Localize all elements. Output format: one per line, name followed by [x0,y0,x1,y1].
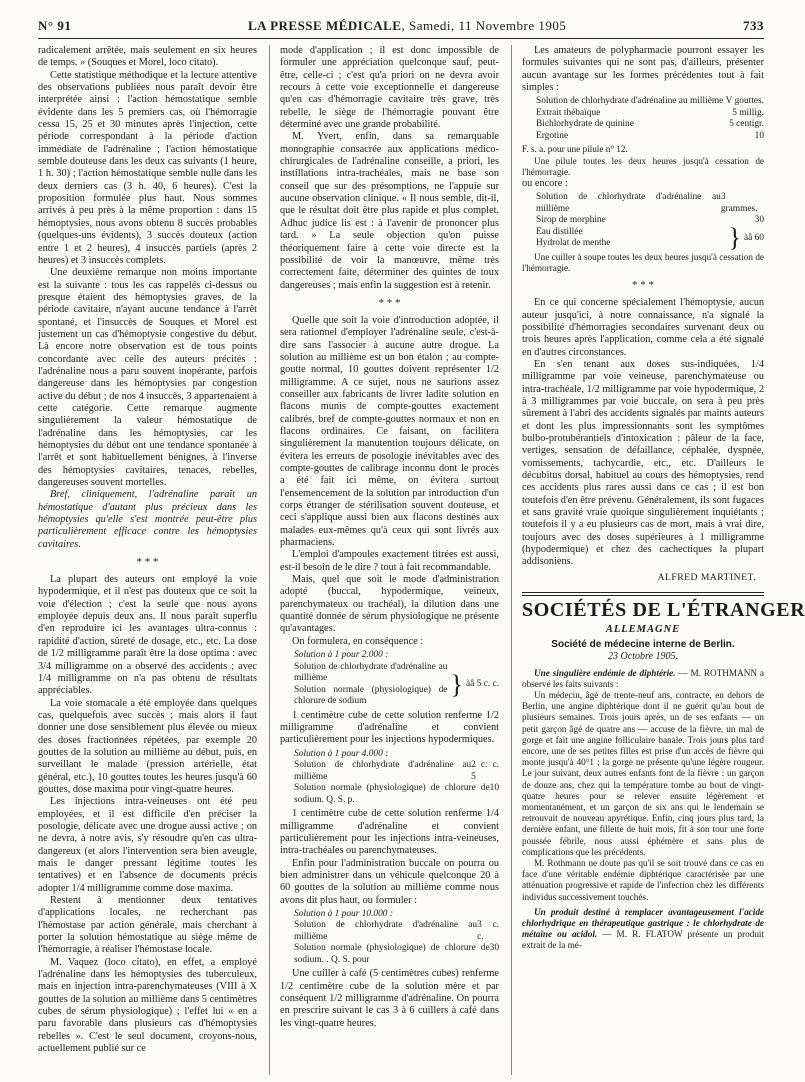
formula-3 [294,909,499,967]
formula-ingredient: Bichlorhydrate de quinine [536,119,634,130]
paragraph: En ce qui concerne spécialement l'hémoptysie, aucun auteur jusqu'ici, à notre connaissance, n'a signalé la possibilité d'hémorragies secondaires survenant deux ou trois heures après l'application, comme cela a été signalé en d'autres circonstances. [522,297,764,358]
formula-quantity: 3 c. c. [477,920,499,942]
section-title: SOCIÉTÉS DE L'ÉTRANGER [522,599,805,622]
section-separator: * * * [136,556,159,569]
paragraph: L'emploi d'ampoules exactement titrées est aussi, est-il besoin de le dire ? tout à fait recommandable. [280,549,499,573]
paragraph: Un médecin, âgé de trente-neuf ans, contracte, en dehors de Berlin, une angine diphtérique dont il ne guérit qu'au bout de plusieurs semaines. Trois jours après, un de ses enfants — un petit garçon âgé de quatre ans — accuse de la fièvre, un mal de gorge et fait une angine folliculaire banale. Trois jours plus tard encore, une de ses petites filles est prise d'un accès de fièvre qui monte jusqu'à 40°1 ; la gorge ne présente qu'une légère rougeur. Le jour suivant, deux autres enfants font de la fièvre : un garçon de douze ans, chez qui la température tombe au bout de vingt-quatre heures pour se relever ensuite légèrement et momentanément, et un garçon de six ans qui le lendemain se retrouvait de nouveau apyrétique. Enfin, cinq jours plus tard, la dernière enfant, une fillette de huit mois, fit à son tour une forte poussée fébrile, nous aussi éphémère et sans plus de complications que les précédents. [522,689,764,857]
formula-quantity: 10 [754,130,764,141]
formula-ingredient: Hydrolat de menthe [536,238,611,249]
paragraph: M. Yvert, enfin, dans sa remarquable monographie consacrée aux applications médico-chirurgicales de l'adrénaline conseille, a priori, les instillations intra-trachéales, mais ne base son conseil que sur des présomptions, ne l'appuie sur aucune observation clinique. « Il nous semble, dit-il, que le résultat doit être plus rapide et plus complet. Adhuc judice lis est : à l'avenir de prononcer plus tard. » La seule objection qu'on puisse théoriquement faire à cette voie directe est la possibilité de voir la manœuvre, même très correctement faite, déterminer des quintes de toux dangereuses ; mais enfin la suggestion est à retenir. [280,131,499,291]
formula-ingredient: Solution de chlorhydrate d'adrénaline au millième [294,920,478,942]
masthead [248,18,566,34]
paragraph: Enfin pour l'administration buccale on pourra ou bien administrer dans un véhicule quelconque 20 à 60 gouttes de la solution au millième comme nous avons dit plus haut, ou formuler : [280,857,499,906]
formula-quantity: àâ 60 [743,232,764,243]
paragraph: En s'en tenant aux doses sus-indiquées, 1/4 milligramme par voie veineuse, parenchymateuse ou intra-trachéale, 1/2 milligramme par voie hypodermique, 2 à 3 milligrammes par voie buccale, on sera à peu près sûrement à l'abri des accidents signalés par maints auteurs et dont les plus impressionnants sont les symptômes bulbo-protubérantiels d'intoxication : pâleur de la face, vertiges, sensation de défaillance, céphalée, dyspnée, vomissements, tachycardie, etc., etc. D'ailleurs le décubitus dorsal, habituel au cours des hémoptysies, rend ces accidents plus rares aussi dans ce cas ; il est bon toutefois d'en être prévenu. Généralement, ils sont fugaces et sans gravité vraie quoique singulièrement inquiétants ; toutefois il y a eu plusieurs cas de mort, mais à vrai dire, toujours avec des doses supérieures à 1 milligramme (hypodermique) et chez des cachectiques la plupart addisoniens. [522,358,764,568]
paragraph: M. Rothmann ne doute pas qu'il se soit trouvé dans ce cas en face d'une véritable endémie diphtérique caractérisée par une atténuation progressive et rapide de l'infection chez les différents individus successivement touchés. [522,857,764,902]
formula-quantity: 5 millig. [732,107,764,118]
formula-quantity: 30 [754,215,764,226]
journal-title: LA PRESSE MÉDICALE [247,18,402,33]
session-date: 23 Octobre 1905. [608,651,678,663]
section-rule-thin [522,595,764,596]
paragraph: M. Vaquez (loco citato), en effet, a employé l'adrénaline dans les hémoptysies des tuberculeux, mais en injection intra-parenchymateuses (VIII à X gouttes de la solution au millième dans 5 centimètres cubes de sérum physiologique) ; l'effet lui « en a paru favorable dans plusieurs cas d'hémoptysies rebelles ». C'est le seul document, croyons-nous, actuellement publié sur ce [38,956,257,1055]
author-signature: ALFRED MARTINET. [657,571,756,583]
paragraph: Mais, quel que soit le mode d'administration adopté (buccal, hypodermique, veineux, parenchymateux ou trachéal), la dilution dans une quantité donnée de sérum physiologique ne présente qu'avantages. [280,574,499,635]
column-1 [38,45,257,1075]
paragraph: Les injections intra-veineuses ont été peu employées, et il est difficile d'en préciser la posologie, délicate avec une drogue aussi active ; on ne devra, à notre avis, s'y résoudre qu'en cas ultra-dangereux (et alors l'intervention sera bien aveugle, mais le danger pressant légitime toutes les tentatives) et en l'absence de documents précis adopter 1/4 milligramme comme dose maxima. [38,796,257,894]
formula-instruction: F. s. a. pour une pilule n° 12. [522,144,628,155]
report-author: — M. R. FLATOW présente un produit extrait de la mé- [522,929,765,951]
formula-quantity: 30 [489,943,499,954]
section-rule [522,592,764,593]
header-rule [38,38,764,39]
paragraph: La plupart des auteurs ont employé la voie hypodermique, et il n'est pas douteux que ce soit la voie d'élection ; c'est la seule que nous ayons employée depuis deux ans. Il nous paraît superflu d'en reproduire ici les avantages ultra-connus : rapidité d'action, sûreté de dosage, etc., etc. La dose de 1/2 milligramme paraît être la dose optima : avec 3/4 milligramme on a observé des accidents ; avec 1/4 milligramme on n'a pas obtenu de résultats appréciables. [38,574,257,697]
formula-2 [294,749,499,807]
formula-ingredient: Solution de chlorhydrate d'adrénaline au millième [294,661,448,684]
formula-title: Solution à 1 pour 2.000 : [294,650,389,661]
section-separator: * * * [378,296,401,309]
formula-ingredient: Ergotine [536,130,569,141]
paragraph: Une deuxième remarque non moins importante est la suivante : tous les cas rappelés ci-dessus ou presque étaient des hémoptysies graves, de la période cavitaire, n'ayant aucune tendance à l'arrêt spontané, et l'insuccès de Souques et Morel est justement un cas d'hémoptysie congestive du début. Là encore notre observation est de tous points concordante avec celle des auteurs précités : l'adrénaline nous a paru souvent inopérante, parfois dangereuse dans les hémoptysies par congestion active du début ; de nos 4 insuccès, 3 appartenaient à cette catégorie. Cette remarque augmente singulièrement la valeur hémostatique de l'adrénaline dans les hémoptysies, car les hémoptysies du début ont une tendance spontanée à l'arrêt et sont habituellement bénignes, à l'inverse des hémoptysies cavitaires, tenaces, rebelles, dangereuses souvent mortelles. [38,267,257,489]
formula-syrup [536,192,764,253]
paragraph: Bref, cliniquement, l'adrénaline paraît un hémostatique d'autant plus précieux dans les hémoptysies qu'elle s'est montrée peut-être plus particulièrement efficace contre les hémoptysies cavitaires. [38,489,257,550]
formula-ingredient: Solution de chlorhydrate d'adrénaline au millième [536,192,721,214]
formula-quantity: 5 centigr. [729,119,764,130]
formula-quantity: V gouttes. [725,96,764,107]
column-2 [269,45,499,1075]
paragraph: Restent à mentionner deux tentatives d'applications locales, ne recherchant pas l'hémostase par action générale, mais cherchant à porter la solution hémostatique au siège même de l'hémorragie, à réaliser l'hémostase locale. [38,895,257,956]
page-header [38,18,764,34]
brace: } [728,223,741,253]
formula-note: Une cuiller à soupe toutes les deux heures jusqu'à cessation de l'hémorragie. [522,251,764,274]
formula-quantity: 3 grammes. [720,192,758,214]
column-3 [511,45,805,1075]
formula-note: Une pilule toutes les deux heures jusqu'à cessation de l'hémorragie. [522,155,764,177]
country-heading: ALLEMAGNE [605,624,681,636]
page-number: 733 [743,18,764,33]
paragraph: 1 centimètre cube de cette solution renferme 1/4 milligramme d'adrénaline et convient particulièrement pour les injections intra-veineuses, intra-trachéales ou parenchymateuses. [280,808,499,857]
society-heading: Société de médecine interne de Berlin. [551,638,735,650]
columns [38,45,805,1075]
paragraph: Quelle que soit la voie d'introduction adoptée, il sera rationnel d'employer l'adrénaline seule, c'est-à-dire sans l'associer à aucune autre drogue. La solution au millième est un bon étalon ; au compte-goutte normal, 10 gouttes doivent représenter 1/2 milligramme. A ce sujet, nous ne saurions assez conseiller aux fabricants de livrer ladite solution en flacons munis de compte-gouttes exactement calibrés, bref de compte-gouttes normaux et non en flacons ordinaires. Ce faisant, on facilitera singulièrement la manutention toujours délicate, on évitera les erreurs de posologie inévitables avec des compte-gouttes de calibrage inconnu dont le procès a été fait ici même, on évitera surtout l'ensemencement de la solution par introduction d'un corps étranger de stérilisation souvent douteuse, et ceci s'applique aussi bien aux flacons destinés aux malades eux-mêmes qu'à ceux qui sont livrés aux pharmaciens. [280,314,499,549]
report-author: — M. ROTHMANN a observé les faits suivants : [522,667,764,689]
section-separator: * * * [632,279,654,292]
formula-quantity: àâ 5 c. c. [465,678,499,689]
formula-quantity: 2 c. c. 5 [471,760,499,782]
formula-title: Solution à 1 pour 10.000 : [294,908,393,919]
paragraph: Les amateurs de polypharmacie pourront essayer les formules suivantes qui ne sont pas, d'ailleurs, présenter aucun avantage sur les formes précédentes tout à fait simples : [522,45,764,94]
paragraph: radicalement arrêtée, mais seulement en six heures de temps. » (Souques et Morel, loco citato). [38,45,257,69]
formula-ingredient: Eau distillée [536,226,583,237]
issue-date: , Samedi, 11 Novembre 1905 [401,18,567,33]
brace: } [450,669,463,699]
formula-ingredient: Extrait thébaïque [536,107,601,118]
report-title: Un produit destiné à remplacer avantageusement l'acide chlorhydrique en thérapeutique gastrique : le chlorhydrate de métaïne ou acidol. [522,906,764,940]
formula-ingredient: Solution de chlorhydrate d'adrénaline au millième [294,760,472,782]
paragraph: 1 centimètre cube de cette solution renferme 1/2 milligramme d'adrénaline et convient particulièrement pour les injections hypodermiques. [280,709,499,746]
formula-quantity: 10 [489,783,499,794]
formula-ingredient: Solution de chlorhydrate d'adrénaline au millième [536,96,724,107]
paragraph: Une cuiller à café (5 centimètres cubes) renferme 1/2 centimètre cube de la solution mère et par conséquent 1/2 milligramme d'adrénaline. On pourra en prescrire suivant le cas 3 à 6 cuillers à café dans les vingt-quatre heures. [280,968,499,1029]
paragraph: Cette statistique méthodique et la lecture attentive des observations publiées nous paraît devoir être interprétée ainsi : l'action hémostatique semble évidente dans les 5 premiers cas, où l'hémorragie cessa 15, 25 et 30 minutes après l'injection, cette période correspondant à la période d'action immédiate de l'adrénaline ; l'action hémostatique semble douteuse dans les deux cas suivants (1 heure, 1 h. 30) ; l'action hémostatique semble nulle dans les deux derniers cas (3 h. 40, 6 heures). C'est la proposition formulée plus haut. Nous sommes arrivés à peu près à la même proportion : dans 15 hémoptysies, nous avons obtenu 8 succès probables (quelques-uns évidents), 3 succès douteux (action entre 1 et 2 heures), 4 insuccès partiels (après 2 heures) et 3 insuccès complets. [38,69,257,266]
formula-ingredient: Solution normale (physiologique) de chlorure de sodium [294,684,448,707]
formula-ingredient: Solution normale (physiologique) de chlorure de sodium. . Q. S. pour [294,943,490,965]
issue-number: N° 91 [38,18,72,33]
formula-body [294,662,499,708]
formula-pill [536,96,764,142]
formula-ingredient: Solution normale (physiologique) de chlorure de sodium. Q. S. p. [294,783,490,805]
paragraph: ou encore : [522,177,568,189]
paragraph: On formulera, en conséquence : [292,635,424,647]
paragraph: La voie stomacale a été employée dans quelques cas, quelquefois avec succès ; mais alors il faut donner une dose sensiblement plus élevée ou mieux des doses fractionnées répétées, par exemple 20 gouttes de la solution au millième au début, puis, en surveillant le malade (pression artérielle, état général, etc.), 10 gouttes toutes les heures jusqu'à 60 gouttes, dose maxima pour vingt-quatre heures. [38,697,257,795]
formula-title: Solution à 1 pour 4.000 : [294,748,389,759]
paragraph: mode d'application ; il est donc impossible de formuler une appréciation quelconque sauf, peut-être, celle-ci ; c'est qu'a priori on ne devra avoir recours à cette voie exceptionnelle et dangereuse qu'en cas d'hémorragie cavitaire très grave, très rebelle, le siège de l'hémorragie pouvant être déterminé avec une grande probabilité. [280,45,499,131]
formula-ingredient: Sirop de morphine [536,215,606,226]
report-title: Une singulière endémie de diphtérie. [534,667,676,678]
formula-1 [294,650,499,708]
